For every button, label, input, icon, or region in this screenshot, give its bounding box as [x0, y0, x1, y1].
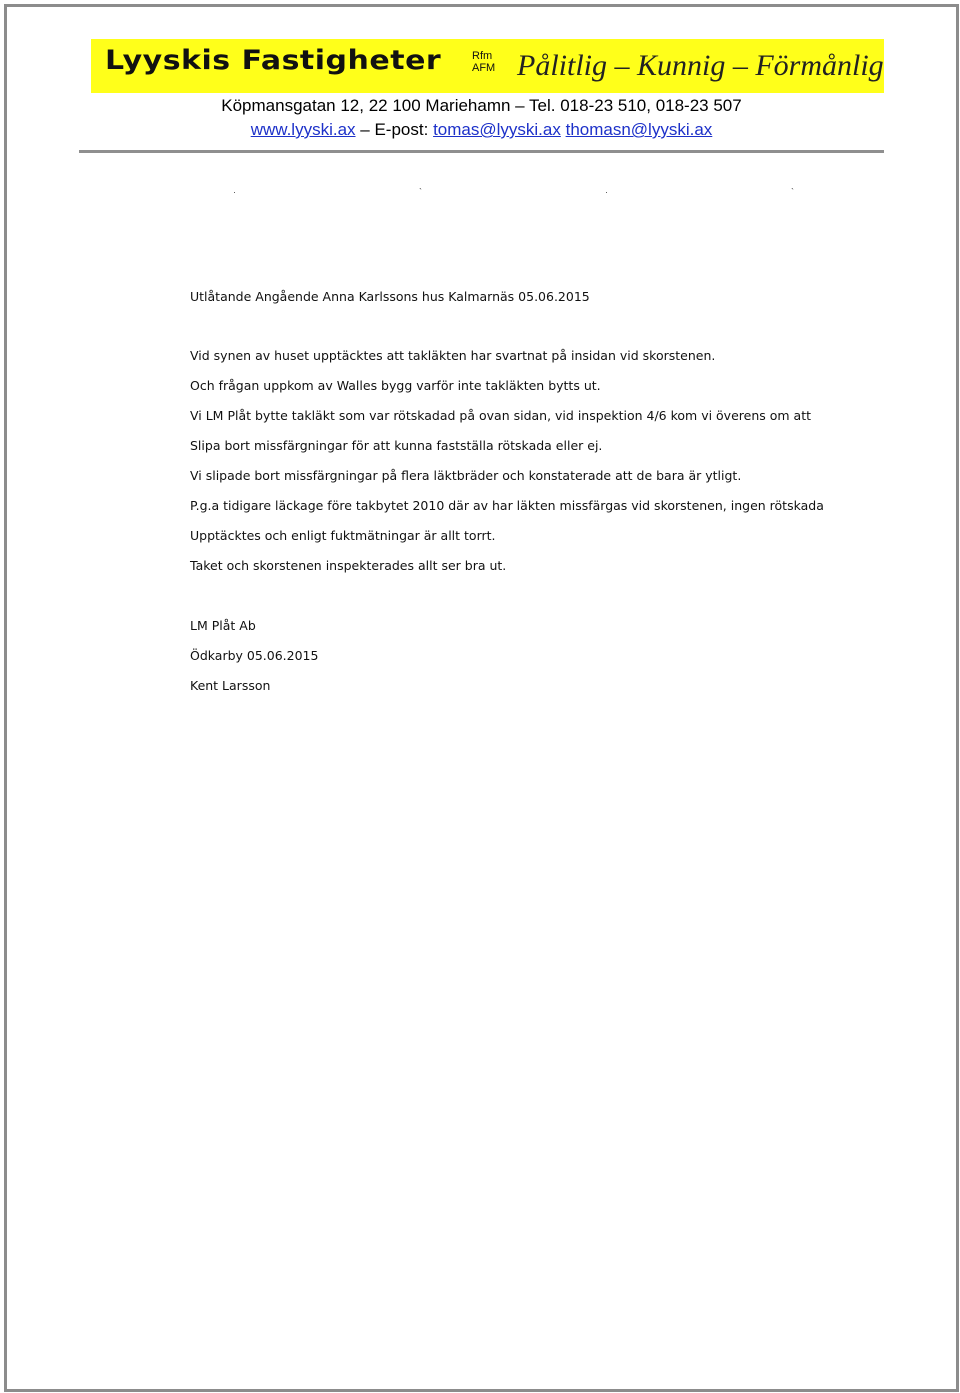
company-slogan: Pålitlig – Kunnig – Förmånlig [517, 49, 884, 82]
contact-line [7, 120, 956, 140]
signature-name: Kent Larsson [190, 678, 271, 693]
paragraph-1: Vid synen av huset upptäcktes att takläkten har svartnat på insidan vid skorstenen. [190, 348, 716, 363]
paragraph-4: Slipa bort missfärgningar för att kunna fastställa rötskada eller ej. [190, 438, 603, 453]
afm-label: AFM [472, 62, 496, 74]
signature-company: LM Plåt Ab [190, 618, 256, 633]
header-divider [79, 150, 884, 153]
paragraph-7: Upptäcktes och enligt fuktmätningar är allt torrt. [190, 528, 496, 543]
scan-mark: ` [419, 187, 422, 197]
letterhead-banner [91, 39, 884, 93]
email-link-tomas[interactable]: tomas@lyyski.ax [433, 120, 561, 139]
paragraph-6: P.g.a tidigare läckage före takbytet 2010 där av har läkten missfärgas vid skorstenen, ingen rötskada [190, 498, 824, 513]
email-label: – E-post: [360, 120, 429, 139]
paragraph-5: Vi slipade bort missfärgningar på flera läktbräder och konstaterade att de bara är ytligt. [190, 468, 742, 483]
rfm-label: Rfm [472, 50, 493, 62]
document-title: Utlåtande Angående Anna Karlssons hus Kalmarnäs 05.06.2015 [190, 289, 590, 304]
signature-place-date: Ödkarby 05.06.2015 [190, 648, 319, 663]
company-logo: Lyyskis Fastigheter [105, 44, 442, 77]
scan-mark: ` [791, 187, 794, 197]
document-page [4, 4, 959, 1392]
scan-mark: · [233, 187, 236, 197]
scan-mark: · [605, 187, 608, 197]
email-link-thomasn[interactable]: thomasn@lyyski.ax [565, 120, 713, 139]
paragraph-8: Taket och skorstenen inspekterades allt ser bra ut. [190, 558, 507, 573]
paragraph-2: Och frågan uppkom av Walles bygg varför inte takläkten bytts ut. [190, 378, 601, 393]
address-line: Köpmansgatan 12, 22 100 Mariehamn – Tel. 018-23 510, 018-23 507 [221, 96, 742, 115]
paragraph-3: Vi LM Plåt bytte takläkt som var rötskadad på ovan sidan, vid inspektion 4/6 kom vi överens om att [190, 408, 811, 423]
rfm-afm-mark [472, 50, 495, 74]
website-link[interactable]: www.lyyski.ax [250, 120, 356, 139]
